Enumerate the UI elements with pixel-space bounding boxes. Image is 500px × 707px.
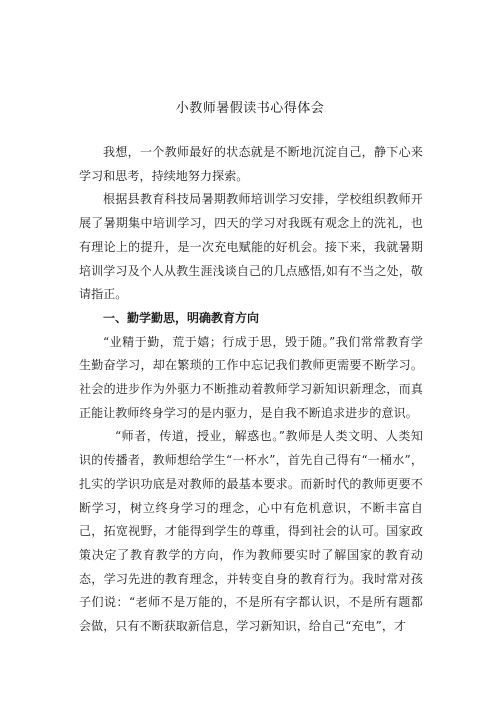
paragraph-intro: 我想，一个教师最好的状态就是不断地沉淀自己，静下心来学习和思考，持续地努力探索。: [79, 145, 423, 183]
paragraph-teacher-role: “师者，传道，授业，解惑也。”教师是人类文明、人类知识的传播者，教师想给学生“一杯水”，首先自己得有“一桶水”，扎实的学识功底是对教师的最基本要求。而新时代的教师更要不断学习，树立终身学习的理念，心中有危机意识，不断丰富自己，拓宽视野，才能得到学生的尊重，得到社会的认可。国家政策决定了教育教学的方向，作为教师要实时了解国家的教育动态，学习先进的教育理念，并转变自身的教育行为。我时常对孩子们说：“老师不是万能的，不是所有字都认识，不是所有题都会做，只有不断获取新信息，学习新知识，给自己“充电”，才: [79, 429, 423, 634]
document-title: 小教师暑假读书心得体会: [175, 101, 325, 116]
paragraph-training: 根据县教育科技局暑期教师培训学习安排，学校组织教师开展了暑期集中培训学习，四天的学习对我既有观念上的洗礼，也有理论上的提升，是一次充电赋能的好机会。接下来，我就暑期培训学习及个人从教生涯浅谈自己的几点感悟,如有不当之处，敬请指正。: [79, 192, 423, 302]
section-heading-1: 一、勤学勤思，明确教育方向: [103, 310, 260, 325]
document-body: [79, 141, 423, 639]
paragraph-diligence: “业精于勤，荒于嬉；行成于思，毁于随。”我们常常教育学生勤奋学习，却在繁琐的工作中忘记我们教师更需要不断学习。社会的进步作为外驱力不断推动着教师学习新知识新理念，而真正能让教师终身学习的是内驱力，是自我不断追求进步的意识。: [79, 334, 423, 420]
